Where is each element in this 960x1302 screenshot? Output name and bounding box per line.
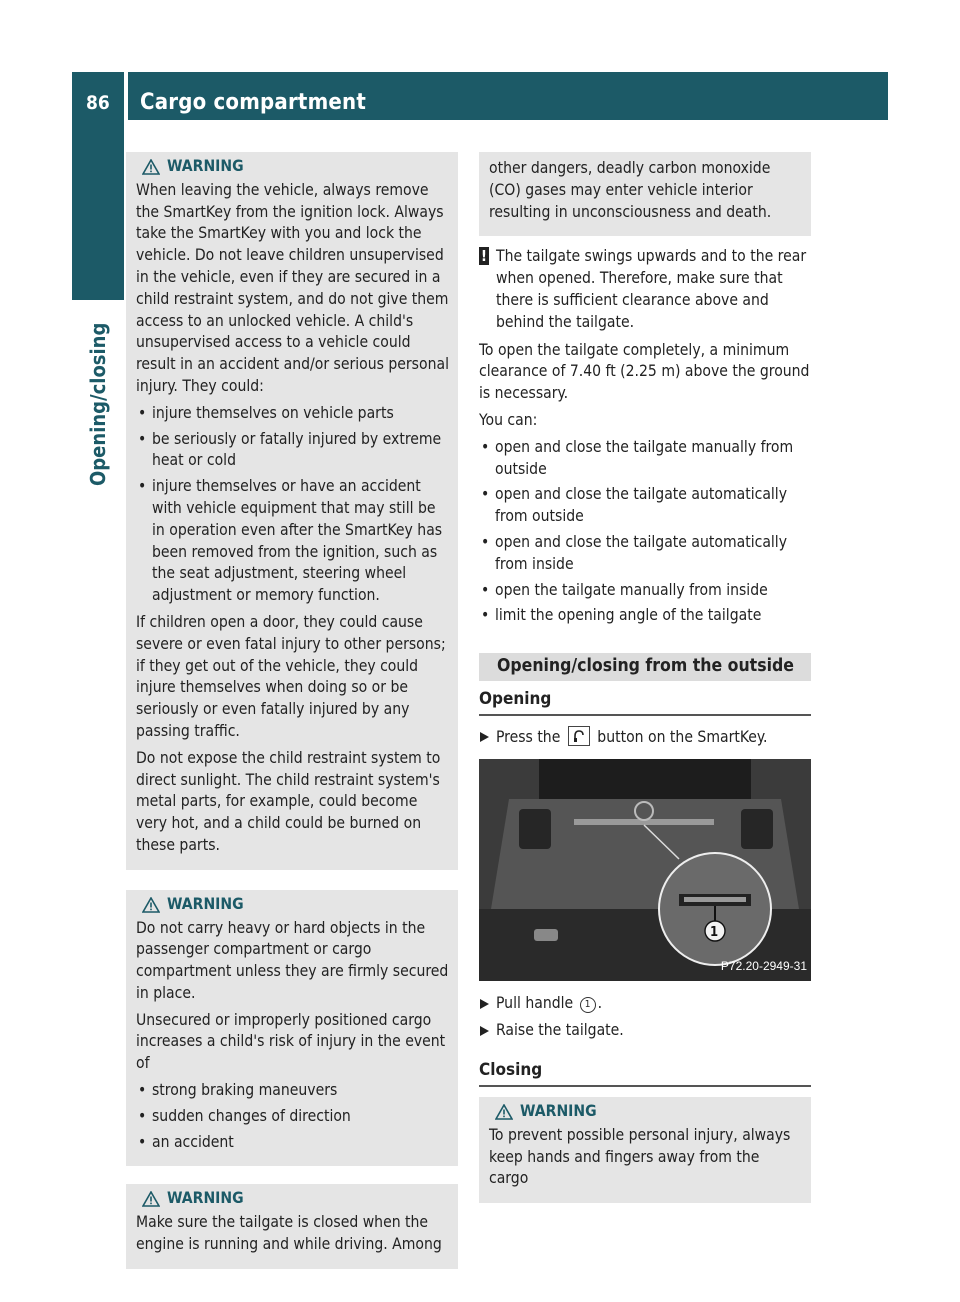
- list-item: • injure themselves or have an accident with vehicle equipment that may still be in operation even after the SmartKey has been removed from the ignition, such as the seat adjustment, steering wheel adjustment or memory function.: [136, 476, 450, 607]
- warning-triangle-icon: [142, 897, 160, 913]
- warning-triangle-icon: [142, 1191, 160, 1207]
- warning-text: If children open a door, they could cause severe or even fatal injury to other persons; if they get out of the vehicle, they could injure themselves when doing so or be seriously or even fatally injured by any passing traffic.: [136, 612, 446, 740]
- list-item: • limit the opening angle of the tailgate: [479, 605, 811, 627]
- warning-box-tailgate: [126, 1184, 458, 1268]
- warning-box-children: [126, 152, 458, 870]
- side-section-label: Opening/closing: [86, 322, 110, 486]
- callout-number-icon: 1: [580, 997, 596, 1013]
- tailgate-handle-figure: [479, 759, 811, 981]
- list-item: • open the tailgate manually from inside: [479, 580, 811, 602]
- warning-triangle-icon: [142, 159, 160, 175]
- list-item: • an accident: [136, 1132, 450, 1154]
- body-text: To open the tailgate completely, a minimum clearance of 7.40 ft (2.25 m) above the ground is necessary.: [479, 340, 810, 403]
- warning-box-cargo: [126, 890, 458, 1167]
- warning-triangle-icon: [495, 1104, 513, 1120]
- list-item: • open and close the tailgate automatically from inside: [479, 532, 811, 576]
- warning-text: To prevent possible personal injury, always keep hands and fingers away from the cargo: [489, 1125, 791, 1188]
- section-heading: Opening/closing from the outside: [479, 653, 811, 681]
- page-number: 86: [86, 92, 110, 114]
- note-exclamation-icon: !: [480, 247, 488, 266]
- unlock-tailgate-key-icon: [568, 726, 590, 746]
- instruction-step: Press the button on the SmartKey.: [479, 726, 811, 749]
- opening-heading: Opening: [479, 689, 811, 716]
- page-header: [72, 72, 888, 120]
- note-paragraph: ! The tailgate swings upwards and to the rear when opened. Therefore, make sure that there is sufficient clearance above and behind the tailgate.: [480, 247, 807, 331]
- list-item: • be seriously or fatally injured by extreme heat or cold: [136, 429, 450, 473]
- warning-text: Do not carry heavy or hard objects in the passenger compartment or cargo compartment unless they are firmly secured in place.: [136, 918, 449, 1002]
- bullet-list: [136, 403, 450, 607]
- warning-text: When leaving the vehicle, always remove the SmartKey from the ignition lock. Always take the SmartKey with you and lock the vehicle. Do not leave children unsupervised in the vehicle, even if they are secured in a child restraint system, and do not give them access to an unlocked vehicle. A child's unsupervised access to a vehicle could result in an accident and/or serious personal injury. They could:: [136, 180, 449, 395]
- warning-heading: WARNING: [489, 1101, 803, 1123]
- list-item: • injure themselves on vehicle parts: [136, 403, 450, 425]
- warning-text: Make sure the tailgate is closed when the engine is running and while driving. Among: [136, 1213, 442, 1254]
- warning-text: Unsecured or improperly positioned cargo increases a child's risk of injury in the event of: [136, 1010, 446, 1073]
- right-column: [479, 152, 811, 1203]
- page-title: Cargo compartment: [140, 90, 367, 115]
- warning-text: other dangers, deadly carbon monoxide (CO) gases may enter vehicle interior resulting in unconsciousness and death.: [489, 159, 772, 221]
- vehicle-rear-illustration: [479, 759, 811, 981]
- warning-box-continued: [479, 152, 811, 236]
- warning-box-closing: [479, 1097, 811, 1203]
- bullet-list: [479, 437, 811, 627]
- side-tab: [72, 120, 124, 300]
- list-item: • open and close the tailgate manually from outside: [479, 437, 811, 481]
- body-text: You can:: [479, 410, 538, 429]
- warning-heading: WARNING: [136, 894, 450, 916]
- instruction-step: Raise the tailgate.: [479, 1020, 811, 1042]
- bullet-list: [136, 1080, 450, 1153]
- figure-callout-number: 1: [710, 924, 719, 940]
- list-item: • strong braking maneuvers: [136, 1080, 450, 1102]
- closing-heading: Closing: [479, 1060, 811, 1087]
- left-column: [126, 152, 458, 1269]
- instruction-step: Pull handle 1 .: [479, 993, 811, 1015]
- warning-heading: WARNING: [136, 156, 450, 178]
- list-item: • sudden changes of direction: [136, 1106, 450, 1128]
- warning-text: Do not expose the child restraint system to direct sunlight. The child restraint system's metal parts, for example, could become very hot, and a child could be burned on these parts.: [136, 748, 441, 854]
- list-item: • open and close the tailgate automatically from outside: [479, 484, 811, 528]
- warning-heading: WARNING: [136, 1188, 450, 1210]
- header-divider: [124, 72, 128, 120]
- figure-code: P72.20-2949-31: [720, 958, 807, 973]
